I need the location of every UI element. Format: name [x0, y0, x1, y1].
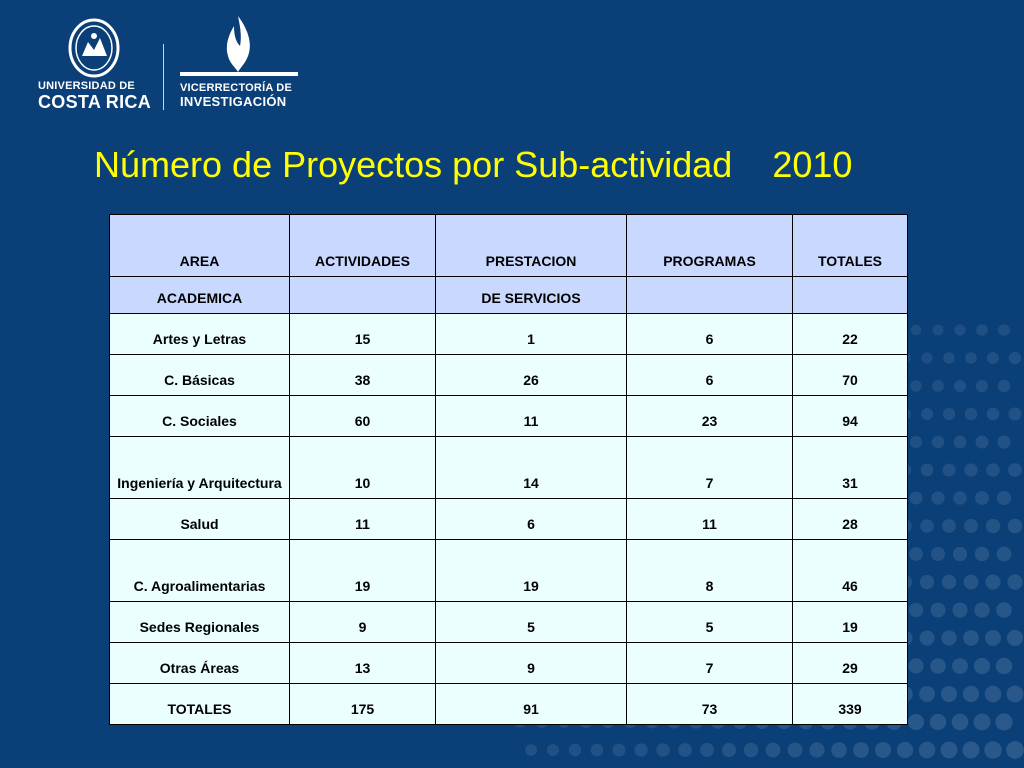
area-cell: Ingeniería y Arquitectura — [110, 437, 290, 499]
table-row — [110, 602, 908, 643]
background-dot — [1009, 352, 1021, 364]
background-dot — [964, 519, 978, 533]
background-dot — [831, 742, 847, 758]
programas-cell: 73 — [627, 684, 793, 725]
subheader-cell: ACADEMICA — [110, 277, 290, 314]
background-dot — [909, 547, 923, 561]
table-totals-row — [110, 684, 908, 725]
actividades-cell: 13 — [290, 643, 436, 684]
projects-table — [109, 214, 908, 725]
actividades-cell: 15 — [290, 314, 436, 355]
background-dot — [613, 744, 626, 757]
background-dot — [921, 464, 934, 477]
totales-cell: 46 — [793, 540, 908, 602]
unit-name-line2: INVESTIGACIÓN — [180, 94, 287, 109]
background-dot — [964, 575, 979, 590]
actividades-cell: 10 — [290, 437, 436, 499]
university-logo — [38, 18, 153, 112]
background-dot — [766, 743, 781, 758]
logo-rule — [180, 72, 298, 76]
background-dot — [985, 686, 1002, 703]
background-dot — [875, 742, 891, 758]
background-dot — [547, 744, 559, 756]
area-cell: Otras Áreas — [110, 643, 290, 684]
background-dot — [952, 714, 969, 731]
background-dot — [976, 380, 988, 392]
background-dot — [809, 742, 824, 757]
background-dot — [919, 686, 935, 702]
table-header-row — [110, 215, 908, 277]
totales-cell: 29 — [793, 643, 908, 684]
background-dot — [744, 743, 758, 757]
flame-icon — [220, 16, 256, 78]
actividades-cell: 19 — [290, 540, 436, 602]
prestacion-cell: 26 — [436, 355, 627, 396]
background-dot — [974, 714, 991, 731]
area-cell: Sedes Regionales — [110, 602, 290, 643]
background-dot — [678, 743, 692, 757]
subheader-cell — [290, 277, 436, 314]
background-dot — [996, 602, 1012, 618]
background-dot — [941, 742, 958, 759]
background-dot — [975, 547, 990, 562]
background-dot — [942, 463, 955, 476]
background-dot — [953, 547, 967, 561]
background-dot — [700, 743, 714, 757]
header-cell: PRESTACION — [436, 215, 627, 277]
background-dot — [942, 575, 957, 590]
background-dot — [910, 380, 922, 392]
background-dot — [941, 630, 956, 645]
subheader-cell: DE SERVICIOS — [436, 277, 627, 314]
background-dot — [987, 352, 999, 364]
prestacion-cell: 1 — [436, 314, 627, 355]
background-dot — [1007, 574, 1022, 589]
prestacion-cell: 5 — [436, 602, 627, 643]
background-dot — [525, 744, 537, 756]
background-dot — [963, 686, 979, 702]
background-dot — [920, 519, 934, 533]
background-dot — [908, 658, 923, 673]
background-dot — [997, 435, 1010, 448]
prestacion-cell: 91 — [436, 684, 627, 725]
background-dot — [1006, 741, 1024, 759]
background-dot — [1008, 407, 1021, 420]
vicerrectoria-logo — [180, 16, 305, 112]
background-dot — [931, 547, 945, 561]
background-dot — [931, 491, 944, 504]
programas-cell: 11 — [627, 499, 793, 540]
totales-cell: 94 — [793, 396, 908, 437]
background-dot — [962, 741, 979, 758]
background-dot — [998, 380, 1011, 393]
background-dot — [908, 714, 924, 730]
background-dot — [921, 408, 933, 420]
background-dot — [1007, 686, 1024, 703]
background-dot — [921, 352, 932, 363]
prestacion-cell: 19 — [436, 540, 627, 602]
background-dot — [975, 491, 989, 505]
prestacion-cell: 6 — [436, 499, 627, 540]
prestacion-cell: 9 — [436, 643, 627, 684]
table-subheader-row — [110, 277, 908, 314]
area-cell: Salud — [110, 499, 290, 540]
background-dot — [920, 575, 934, 589]
actividades-cell: 60 — [290, 396, 436, 437]
programas-cell: 6 — [627, 355, 793, 396]
programas-cell: 7 — [627, 643, 793, 684]
background-dot — [930, 658, 946, 674]
header-cell: AREA — [110, 215, 290, 277]
background-dot — [569, 744, 581, 756]
actividades-cell: 175 — [290, 684, 436, 725]
area-cell: C. Básicas — [110, 355, 290, 396]
background-dot — [634, 743, 647, 756]
header-cell: ACTIVIDADES — [290, 215, 436, 277]
background-dot — [931, 603, 946, 618]
table-row — [110, 437, 908, 499]
background-dot — [974, 602, 989, 617]
actividades-cell: 38 — [290, 355, 436, 396]
background-dot — [911, 325, 922, 336]
background-dot — [954, 324, 965, 335]
actividades-cell: 9 — [290, 602, 436, 643]
background-dot — [1007, 630, 1023, 646]
prestacion-cell: 14 — [436, 437, 627, 499]
area-cell: Artes y Letras — [110, 314, 290, 355]
background-dot — [952, 602, 967, 617]
university-name-line2: COSTA RICA — [38, 92, 151, 112]
background-dot — [591, 744, 604, 757]
background-dot — [986, 463, 1000, 477]
table-row — [110, 396, 908, 437]
background-dot — [930, 714, 946, 730]
background-dot — [932, 380, 944, 392]
background-dot — [897, 742, 913, 758]
header-cell: PROGRAMAS — [627, 215, 793, 277]
programas-cell: 7 — [627, 437, 793, 499]
programas-cell: 23 — [627, 396, 793, 437]
unit-name-line1: VICERRECTORÍA DE — [180, 82, 292, 94]
background-dot — [943, 408, 955, 420]
background-dot — [952, 658, 968, 674]
totales-cell: 339 — [793, 684, 908, 725]
programas-cell: 8 — [627, 540, 793, 602]
slide-title: Número de Proyectos por Sub-actividad 2010 — [94, 144, 853, 185]
area-cell: C. Sociales — [110, 396, 290, 437]
background-dot — [987, 408, 1000, 421]
background-dot — [910, 436, 922, 448]
background-dot — [997, 547, 1012, 562]
background-dot — [1008, 463, 1022, 477]
area-cell: TOTALES — [110, 684, 290, 725]
background-dot — [1008, 519, 1023, 534]
background-dot — [996, 658, 1012, 674]
background-dot — [954, 380, 966, 392]
background-dot — [656, 743, 669, 756]
background-dot — [909, 603, 924, 618]
programas-cell: 5 — [627, 602, 793, 643]
ucr-seal-icon — [68, 18, 120, 78]
subheader-cell — [627, 277, 793, 314]
programas-cell: 6 — [627, 314, 793, 355]
area-cell: C. Agroalimentarias — [110, 540, 290, 602]
subheader-cell — [793, 277, 908, 314]
university-name-line1: UNIVERSIDAD DE — [38, 80, 135, 92]
actividades-cell: 11 — [290, 499, 436, 540]
background-dot — [787, 742, 802, 757]
background-dot — [963, 630, 979, 646]
background-dot — [975, 435, 988, 448]
background-dot — [976, 324, 988, 336]
totales-cell: 19 — [793, 602, 908, 643]
table-row — [110, 540, 908, 602]
totales-cell: 22 — [793, 314, 908, 355]
table-row — [110, 499, 908, 540]
totales-cell: 70 — [793, 355, 908, 396]
background-dot — [909, 491, 922, 504]
background-dot — [853, 742, 869, 758]
background-dot — [941, 686, 957, 702]
background-dot — [965, 408, 978, 421]
background-dot — [919, 742, 936, 759]
background-dot — [964, 463, 977, 476]
totales-cell: 31 — [793, 437, 908, 499]
background-dot — [985, 630, 1001, 646]
background-dot — [998, 324, 1010, 336]
background-dot — [986, 519, 1000, 533]
logo-divider — [163, 44, 164, 110]
table-row — [110, 643, 908, 684]
background-dot — [965, 352, 977, 364]
header-cell: TOTALES — [793, 215, 908, 277]
background-dot — [953, 491, 967, 505]
table-row — [110, 355, 908, 396]
prestacion-cell: 11 — [436, 396, 627, 437]
background-dot — [932, 324, 943, 335]
background-dot — [942, 519, 956, 533]
background-dot — [985, 574, 1000, 589]
background-dot — [919, 630, 934, 645]
background-dot — [954, 436, 967, 449]
table-row — [110, 314, 908, 355]
background-dot — [984, 741, 1001, 758]
totales-cell: 28 — [793, 499, 908, 540]
background-dot — [974, 658, 990, 674]
background-dot — [995, 713, 1012, 730]
background-dot — [932, 436, 945, 449]
background-dot — [943, 352, 955, 364]
background-dot — [722, 743, 736, 757]
background-dot — [997, 491, 1011, 505]
